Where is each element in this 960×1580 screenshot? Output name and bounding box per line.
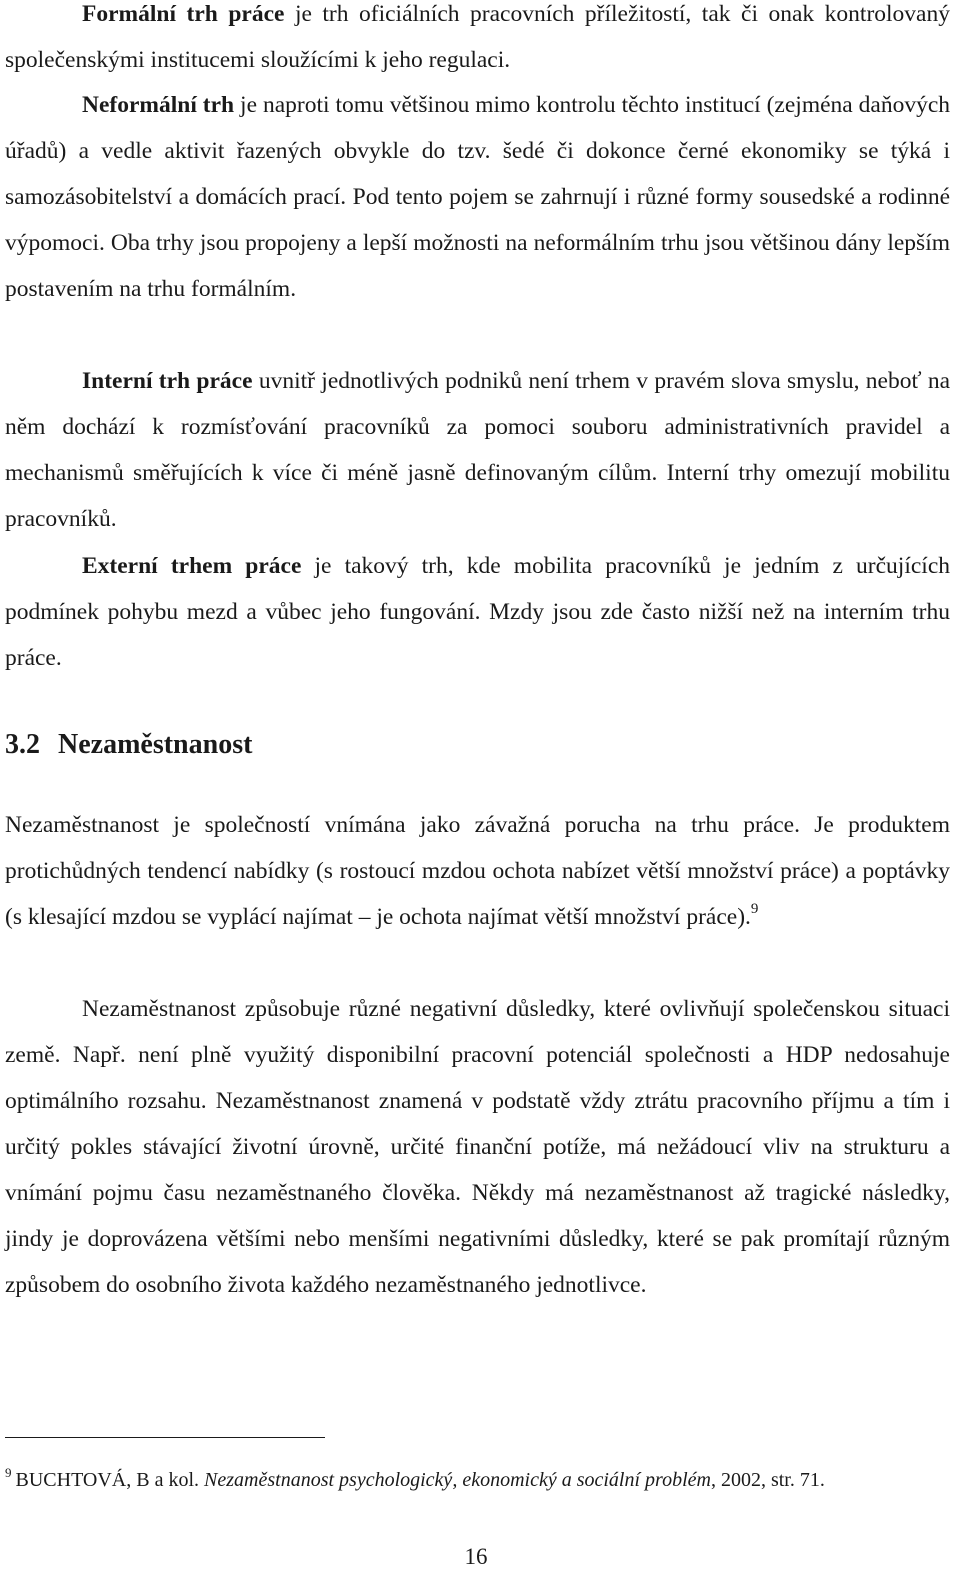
section-title: Nezaměstnanost xyxy=(58,729,253,760)
paragraph-external-market xyxy=(5,543,950,681)
footnote-divider xyxy=(5,1437,325,1438)
paragraph-informal-market xyxy=(5,82,950,312)
footnote-reference[interactable]: 9 xyxy=(750,901,759,917)
paragraph-internal-market xyxy=(5,358,950,542)
section-number: 3.2 xyxy=(5,729,40,760)
footnote-number: 9 xyxy=(5,1465,12,1480)
paragraph-formal-market xyxy=(5,0,950,83)
paragraph-text: je naproti tomu většinou mimo kontrolu těchto institucí (zejména daňových úřadů) a vedle aktivit řazených obvykle do tzv. šedé či dokonce černé ekonomiky se týká i samozásobitelství a domácích prací. Pod tento pojem se zahrnují i různé formy sousedské a rodinné výpomoci. Oba trhy jsou propojeny a lepší možnosti na neformálním trhu jsou většinou dány lepším postavením na trhu formálním. xyxy=(5,92,951,302)
paragraph-unemployment-definition xyxy=(5,802,950,940)
paragraph-unemployment-consequences xyxy=(5,986,950,1308)
footnote-author: BUCHTOVÁ, B a kol. xyxy=(15,1469,205,1491)
paragraph-text: Nezaměstnanost je společností vnímána jako závažná porucha na trhu práce. Je produktem protichůdných tendencí nabídky (s rostoucí mzdou ochota nabízet větší množství práce) a poptávky (s klesající mzdou se vyplácí najímat – je ochota najímat větší množství práce). xyxy=(5,812,950,930)
paragraph-text: Nezaměstnanost způsobuje různé negativní důsledky, které ovlivňují společenskou situaci země. Např. není plně využitý disponibilní pracovní potenciál společnosti a HDP nedosahuje optimálního rozsahu. Nezaměstnanost znamená v podstatě vždy ztrátu pracovního příjmu a tím i určitý pokles stávající životní úrovně, určité finanční potíže, má nežádoucí vliv na strukturu a vnímání pojmu času nezaměstnaného člověka. Někdy má nezaměstnanost až tragické následky, jindy je doprovázena většími nebo menšími negativními důsledky, které se pak promítají různým způsobem do osobního života každého nezaměstnaného jednotlivce. xyxy=(5,996,950,1298)
footnote xyxy=(5,1466,950,1494)
term-formal-market: Formální trh práce xyxy=(82,1,285,27)
paragraph-text: je trh oficiálních pracovních příležitostí, tak či onak kontrolovaný společenskými institucemi sloužícími k jeho regulaci. xyxy=(5,1,950,73)
term-internal-market: Interní trh práce xyxy=(82,368,253,394)
footnote-title: Nezaměstnanost psychologický, ekonomický a sociální problém xyxy=(204,1469,711,1491)
paragraph-text: uvnitř jednotlivých podniků není trhem v pravém slova smyslu, neboť na něm dochází k rozmísťování pracovníků za pomoci souboru administrativních pravidel a mechanismů směřujících k více či méně jasně definovaným cílům. Interní trhy omezují mobilitu pracovníků. xyxy=(5,368,951,532)
section-heading xyxy=(5,725,252,765)
page-number: 16 xyxy=(464,1544,488,1569)
term-informal-market: Neformální trh xyxy=(82,92,235,118)
term-external-market: Externí trhem práce xyxy=(82,553,302,579)
paragraph-text: je takový trh, kde mobilita pracovníků je jedním z určujících podmínek pohybu mezd a vůbec jeho fungování. Mzdy jsou zde často nižší než na interním trhu práce. xyxy=(5,553,951,671)
footnote-rest: , 2002, str. 71. xyxy=(710,1469,825,1491)
